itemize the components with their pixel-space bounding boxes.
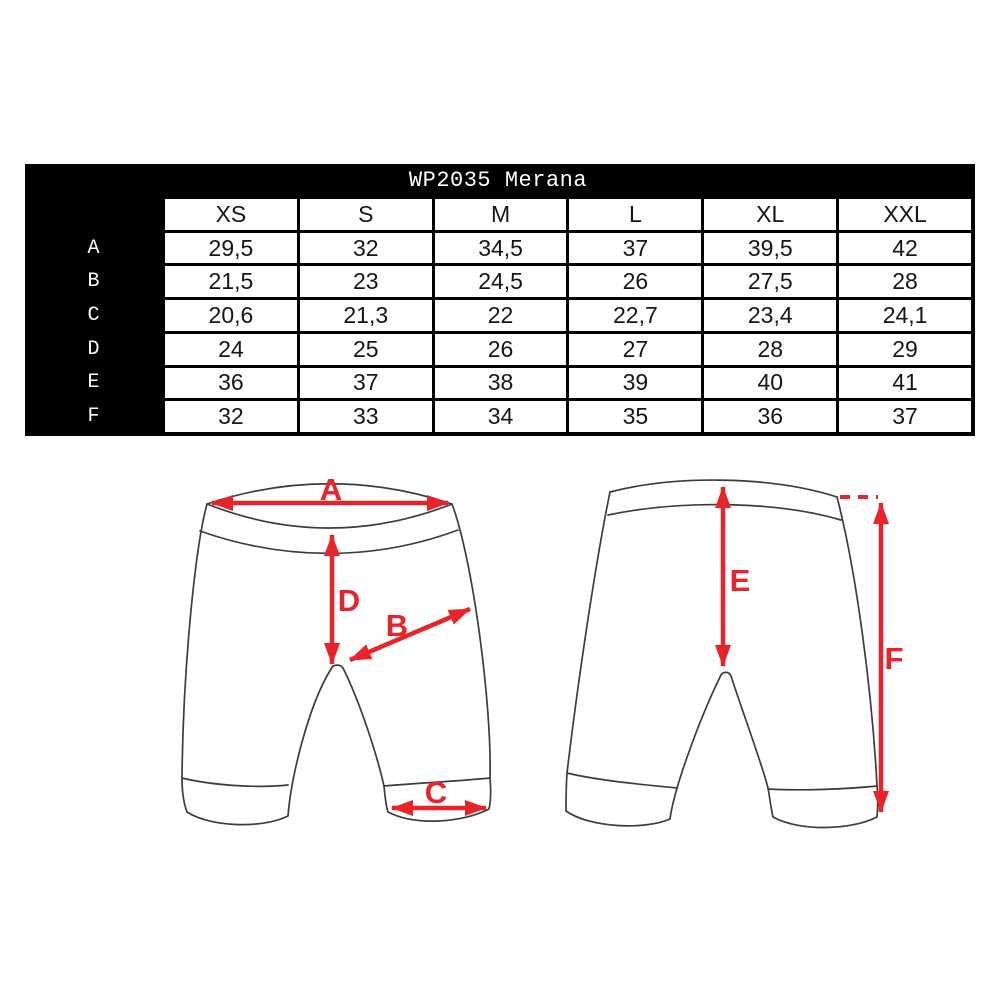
size-value-cell: 26 — [569, 266, 701, 297]
size-col-header-s: S — [300, 199, 432, 230]
size-value-cell: 39,5 — [704, 233, 836, 264]
size-value-cell: 27,5 — [704, 266, 836, 297]
size-value-cell: 37 — [300, 368, 432, 399]
size-value-cell: 36 — [704, 401, 836, 432]
size-col-header-xs: XS — [165, 199, 297, 230]
size-value-cell: 35 — [569, 401, 701, 432]
measure-label-b: B — [385, 608, 409, 643]
size-col-header-l: L — [569, 199, 701, 230]
size-value-cell: 23 — [300, 266, 432, 297]
size-value-cell: 28 — [704, 334, 836, 365]
size-value-cell: 37 — [839, 401, 971, 432]
row-label-b: B — [25, 266, 162, 297]
measure-label-f: F — [884, 641, 904, 676]
back-left-hem-seam — [567, 773, 677, 788]
size-value-cell: 21,5 — [165, 266, 297, 297]
front-waistband-seam — [200, 530, 458, 553]
size-value-cell: 39 — [569, 368, 701, 399]
size-value-cell: 20,6 — [165, 300, 297, 331]
measure-label-c: C — [424, 775, 448, 810]
size-value-cell: 41 — [839, 368, 971, 399]
size-value-cell: 42 — [839, 233, 971, 264]
size-value-cell: 24,1 — [839, 300, 971, 331]
size-value-cell: 24,5 — [435, 266, 567, 297]
front-left-hem-seam — [182, 778, 288, 786]
measure-arrow-b — [350, 609, 470, 660]
size-value-cell: 34,5 — [435, 233, 567, 264]
size-value-cell: 32 — [165, 401, 297, 432]
size-value-cell: 32 — [300, 233, 432, 264]
measure-label-e: E — [729, 563, 751, 598]
size-col-header-xxl: XXL — [839, 199, 971, 230]
row-label-f: F — [25, 401, 162, 432]
size-value-cell: 25 — [300, 334, 432, 365]
size-value-cell: 22 — [435, 300, 567, 331]
size-value-cell: 37 — [569, 233, 701, 264]
size-value-cell: 29 — [839, 334, 971, 365]
size-value-cell: 33 — [300, 401, 432, 432]
size-value-cell: 21,3 — [300, 300, 432, 331]
size-value-cell: 36 — [165, 368, 297, 399]
size-value-cell: 40 — [704, 368, 836, 399]
size-value-cell: 34 — [435, 401, 567, 432]
shorts-back-view — [566, 480, 903, 827]
size-value-cell: 24 — [165, 334, 297, 365]
size-col-header-m: M — [435, 199, 567, 230]
size-col-header-xl: XL — [704, 199, 836, 230]
size-value-cell: 27 — [569, 334, 701, 365]
size-value-cell: 38 — [435, 368, 567, 399]
size-value-cell: 22,7 — [569, 300, 701, 331]
row-label-d: D — [25, 334, 162, 365]
table-title: WP2035 Merana — [25, 164, 971, 196]
shorts-front-view — [182, 472, 491, 825]
size-value-cell: 28 — [839, 266, 971, 297]
size-value-cell: 23,4 — [704, 300, 836, 331]
measure-label-a: A — [319, 472, 343, 507]
measure-label-d: D — [337, 583, 361, 618]
row-label-e: E — [25, 368, 162, 399]
size-value-cell: 29,5 — [165, 233, 297, 264]
row-label-a: A — [25, 233, 162, 264]
back-right-hem-seam — [768, 786, 877, 790]
row-label-c: C — [25, 300, 162, 331]
size-value-cell: 26 — [435, 334, 567, 365]
